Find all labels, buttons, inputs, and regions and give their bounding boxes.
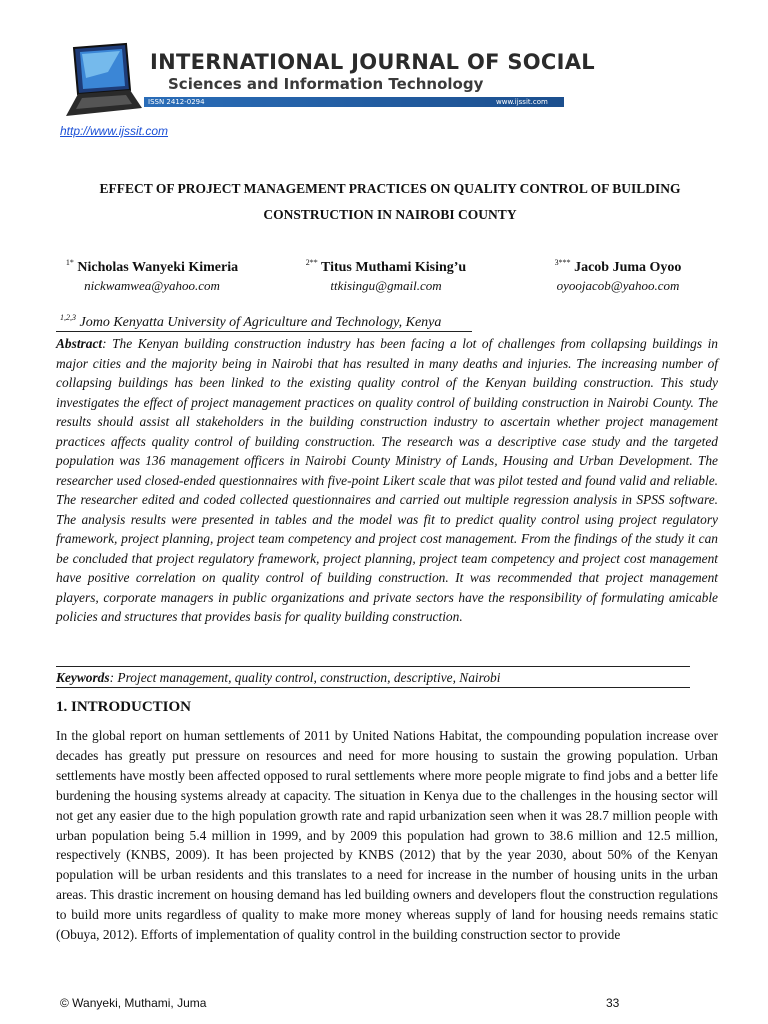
footer-copyright: © Wanyeki, Muthami, Juma [60, 996, 207, 1010]
journal-masthead [60, 42, 620, 120]
author-2 [286, 258, 486, 294]
author-3-mark: 3*** [554, 258, 571, 267]
affiliation-rule [56, 331, 472, 332]
author-2-mark: 2** [305, 258, 318, 267]
author-1-mark: 1* [65, 258, 74, 267]
paper-title-line-1: EFFECT OF PROJECT MANAGEMENT PRACTICES ON QUALITY CONTROL OF BUILDING [99, 181, 681, 196]
author-3 [528, 258, 708, 294]
keywords-rule [56, 687, 690, 688]
abstract-label: Abstract [56, 336, 103, 351]
journal-url-link[interactable]: http://www.ijssit.com [60, 124, 169, 138]
journal-subtitle: Sciences and Information Technology [168, 75, 484, 93]
paper-title-line-2: CONSTRUCTION IN NAIROBI COUNTY [263, 207, 517, 222]
masthead-website: www.ijssit.com [496, 98, 548, 106]
author-1-email[interactable]: nickwamwea@yahoo.com [84, 278, 220, 293]
journal-title: INTERNATIONAL JOURNAL OF SOCIAL [150, 50, 595, 74]
abstract-text: : The Kenyan building construction industry has been facing a lot of challenges from collapsing buildings in major cities and the majority being in Nairobi that has resulted in many deaths and injuries. The increasing number of collapsing buildings has been linked to the existing quality control of the Kenyan building construction. This study investigates the effect of project management practices on quality control of building construction in Nairobi County. The results should assist all stakeholders in the building construction industry to ascertain whether project management practices affects quality control of building construction. The research was a descriptive case study and the targeted population was 136 management officers in Nairobi County Ministry of Lands, Housing and Urban Development. The researcher used closed-ended questionnaires with five-point Likert scale that was pilot tested and found valid and reliable. The researcher edited and coded collected questionnaires and carried out multiple regression analysis in SPSS software. The analysis results were presented in tables and the model was fit to predict quality control using project regulatory framework, project planning, project team competency and project cost management. From the findings of the study it can be concluded that project regulatory framework, project planning, project team competency and project cost management have positive correlation on quality control of building construction. It was recommended that project management players, corporate managers in public organizations and private sectors have the responsibility of formulating amicable policies and structures that provides basis for quality building construction. [56, 336, 718, 624]
abstract [56, 334, 718, 627]
affiliation-text: Jomo Kenyatta University of Agriculture and Technology, Kenya [76, 315, 442, 330]
paper-title [60, 176, 720, 228]
author-1-name: Nicholas Wanyeki Kimeria [77, 260, 239, 275]
introduction-paragraph: In the global report on human settlements of 2011 by United Nations Habitat, the compounding population increase over decades has greatly put pressure on resources and need for more housing to sustain the growing population. Urban settlements have mostly been affected opposed to rural settlements where more people migrate to find jobs and a better life burdening the housing systems already at capacity. The situation in Kenya due to the challenges in the housing sector will not get any easier due to the high population growth rate and rapid urbanization seen when it was 28.7 million people with urban population being 5.4 million in 1999, and by 2009 this population had grown to 38.6 million and 12.5 million, respectively (KNBS, 2009). It has been projected by KNBS (2012) that by the year 2030, about 50% of the Kenyan population will be urban residents and this translates to a need for increase in the number of housing units in the urban areas. This drastic increment on housing demand has led building owners and developers flout the construction regulations to build more units regardless of quality to make more money whereas supply of land for housing needs remains static (Obuya, 2012). Efforts of implementation of quality control in the building construction sector to provide [56, 728, 718, 943]
page-number: 33 [606, 996, 620, 1010]
author-2-email[interactable]: ttkisingu@gmail.com [330, 278, 442, 293]
author-1 [52, 258, 252, 294]
keywords-text: : Project management, quality control, construction, descriptive, Nairobi [109, 670, 501, 685]
abstract-rule [56, 666, 690, 667]
section-heading: 1. INTRODUCTION [56, 699, 192, 715]
keywords-label: Keywords [56, 670, 110, 685]
issn-label: ISSN 2412-0294 [148, 98, 205, 106]
affiliation-mark: 1,2,3 [60, 313, 76, 322]
author-2-name: Titus Muthami Kising’u [321, 260, 467, 275]
author-3-email[interactable]: oyoojacob@yahoo.com [556, 278, 680, 293]
laptop-icon [60, 42, 144, 120]
author-3-name: Jacob Juma Oyoo [574, 260, 682, 275]
keywords [56, 670, 690, 686]
affiliation [60, 313, 441, 331]
